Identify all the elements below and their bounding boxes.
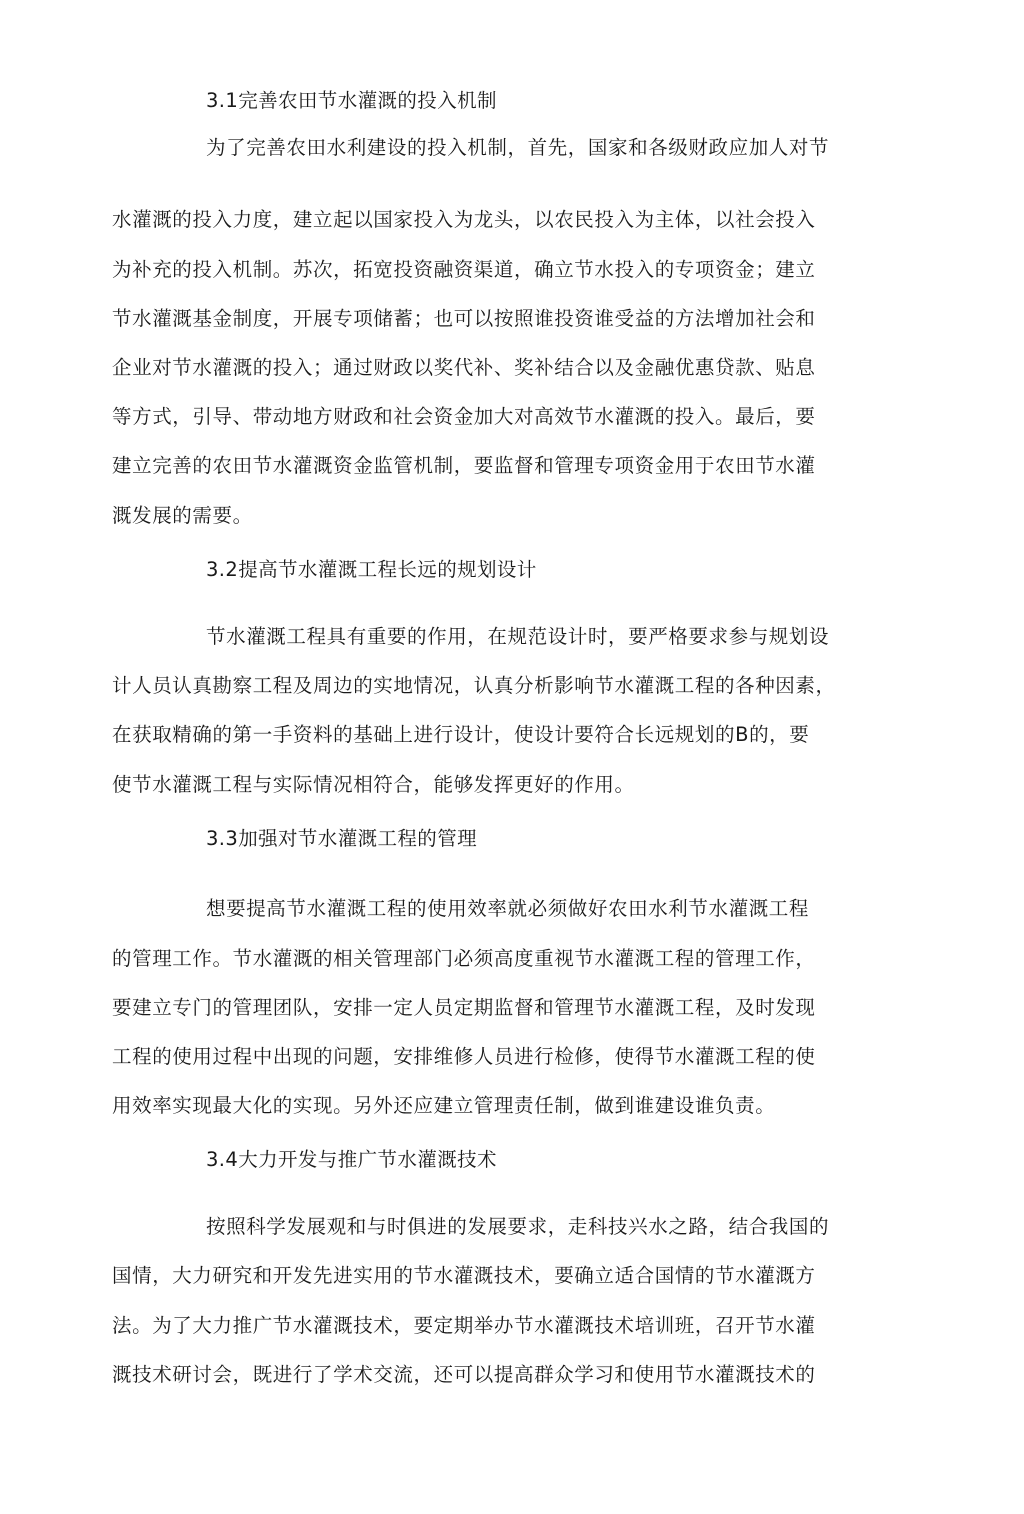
paragraph-line: 为补充的投入机制。苏次，拓宽投资融资渠道，确立节水投入的专项资金；建立 — [112, 258, 816, 281]
paragraph-line: 等方式，引导、带动地方财政和社会资金加大对高效节水灌溉的投入。最后，要 — [112, 405, 816, 428]
paragraph-line: 计人员认真勘察工程及周边的实地情况，认真分析影响节水灌溉工程的各种因素， — [112, 674, 836, 697]
section-heading-3-4: 3.4大力开发与推广节水灌溉技术 — [206, 1148, 497, 1171]
paragraph-line: 节水灌溉基金制度，开展专项储蓄；也可以按照谁投资谁受益的方法增加社会和 — [112, 307, 816, 330]
paragraph-line: 想要提高节水灌溉工程的使用效率就必须做好农田水利节水灌溉工程 — [206, 897, 810, 920]
paragraph-line: 溉技术研讨会，既进行了学术交流，还可以提高群众学习和使用节水灌溉技术的 — [112, 1363, 816, 1386]
paragraph-line: 的管理工作。节水灌溉的相关管理部门必须高度重视节水灌溉工程的管理工作， — [112, 947, 816, 970]
paragraph-line: 企业对节水灌溉的投入；通过财政以奖代补、奖补结合以及金融优惠贷款、贴息 — [112, 356, 816, 379]
paragraph-line: 工程的使用过程中出现的问题，安排维修人员进行检修，使得节水灌溉工程的使 — [112, 1045, 816, 1068]
paragraph-line: 为了完善农田水利建设的投入机制，首先，国家和各级财政应加人对节 — [206, 136, 830, 159]
paragraph-line: 要建立专门的管理团队，安排一定人员定期监督和管理节水灌溉工程，及时发现 — [112, 996, 816, 1019]
paragraph-line: 节水灌溉工程具有重要的作用，在规范设计时，要严格要求参与规划设 — [206, 625, 830, 648]
paragraph-line: 按照科学发展观和与时俱进的发展要求，走科技兴水之路，结合我国的 — [206, 1215, 830, 1238]
paragraph-line: 国情，大力研究和开发先进实用的节水灌溉技术，要确立适合国情的节水灌溉方 — [112, 1264, 816, 1287]
paragraph-line: 建立完善的农田节水灌溉资金监管机制，要监督和管理专项资金用于农田节水灌 — [112, 454, 816, 477]
section-heading-3-3: 3.3加强对节水灌溉工程的管理 — [206, 827, 478, 850]
paragraph-line: 溉发展的需要。 — [112, 504, 253, 527]
section-heading-3-1: 3.1完善农田节水灌溉的投入机制 — [206, 89, 497, 112]
paragraph-line: 使节水灌溉工程与实际情况相符合，能够发挥更好的作用。 — [112, 773, 635, 796]
paragraph-line: 用效率实现最大化的实现。另外还应建立管理责任制，做到谁建设谁负责。 — [112, 1094, 776, 1117]
section-heading-3-2: 3.2提高节水灌溉工程长远的规划设计 — [206, 558, 537, 581]
paragraph-line: 在获取精确的第一手资料的基础上进行设计，使设计要符合长远规划的B的，要 — [112, 723, 810, 746]
paragraph-line: 法。为了大力推广节水灌溉技术，要定期举办节水灌溉技术培训班，召开节水灌 — [112, 1314, 816, 1337]
paragraph-line: 水灌溉的投入力度，建立起以国家投入为龙头，以农民投入为主体，以社会投入 — [112, 208, 816, 231]
